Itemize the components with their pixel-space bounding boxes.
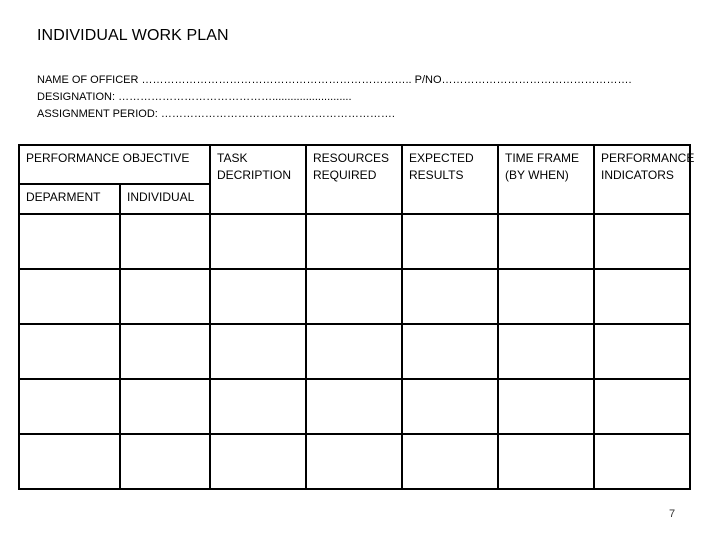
table-row (19, 269, 690, 324)
header-expected-results: EXPECTED RESULTS (402, 145, 498, 214)
table-cell[interactable] (498, 434, 594, 489)
header-performance-objective: PERFORMANCE OBJECTIVE (19, 145, 210, 184)
table-row (19, 379, 690, 434)
subheader-department: DEPARMENT (19, 184, 120, 214)
table-cell[interactable] (19, 434, 120, 489)
page-number: 7 (669, 508, 676, 520)
table-cell[interactable] (19, 324, 120, 379)
designation-field[interactable]: DESIGNATION: …………………………………….......................... (37, 91, 352, 103)
page-title: INDIVIDUAL WORK PLAN (37, 27, 229, 44)
table-cell[interactable] (19, 269, 120, 324)
table-cell[interactable] (594, 324, 690, 379)
work-plan-table (18, 144, 695, 490)
table-cell[interactable] (306, 324, 402, 379)
table-cell[interactable] (210, 324, 306, 379)
assignment-period-field[interactable]: ASSIGNMENT PERIOD: ………………………………………………………. (37, 108, 395, 120)
table-cell[interactable] (210, 269, 306, 324)
table-cell[interactable] (19, 214, 120, 269)
table-cell[interactable] (210, 214, 306, 269)
header-row (19, 145, 690, 184)
table-row (19, 434, 690, 489)
table-cell[interactable] (120, 324, 210, 379)
table-cell[interactable] (306, 434, 402, 489)
table-cell[interactable] (402, 379, 498, 434)
header-time-frame: TIME FRAME (BY WHEN) (498, 145, 594, 214)
table-cell[interactable] (120, 269, 210, 324)
table-cell[interactable] (498, 214, 594, 269)
header-performance-indicators: PERFORMANCE INDICATORS (594, 145, 690, 214)
table-cell[interactable] (402, 269, 498, 324)
officer-details (37, 72, 632, 123)
table-cell[interactable] (594, 379, 690, 434)
table-cell[interactable] (594, 269, 690, 324)
table-cell[interactable] (120, 434, 210, 489)
table-row (19, 324, 690, 379)
table-cell[interactable] (120, 214, 210, 269)
table-cell[interactable] (306, 379, 402, 434)
table-cell[interactable] (306, 214, 402, 269)
table-cell[interactable] (498, 269, 594, 324)
table-cell[interactable] (402, 434, 498, 489)
table-cell[interactable] (210, 434, 306, 489)
header-resources-required: RESOURCES REQUIRED (306, 145, 402, 214)
table-cell[interactable] (498, 379, 594, 434)
table-row (19, 214, 690, 269)
table-cell[interactable] (402, 324, 498, 379)
officer-name-field[interactable]: NAME OF OFFICER ……………………………………………………………….. P/NO……………………………………………. (37, 74, 632, 86)
table-cell[interactable] (120, 379, 210, 434)
table-cell[interactable] (306, 269, 402, 324)
header-task-description: TASK DECRIPTION (210, 145, 306, 214)
subheader-individual: INDIVIDUAL (120, 184, 210, 214)
table-cell[interactable] (594, 214, 690, 269)
table-cell[interactable] (498, 324, 594, 379)
table-cell[interactable] (19, 379, 120, 434)
table-cell[interactable] (594, 434, 690, 489)
table-cell[interactable] (402, 214, 498, 269)
table-cell[interactable] (210, 379, 306, 434)
